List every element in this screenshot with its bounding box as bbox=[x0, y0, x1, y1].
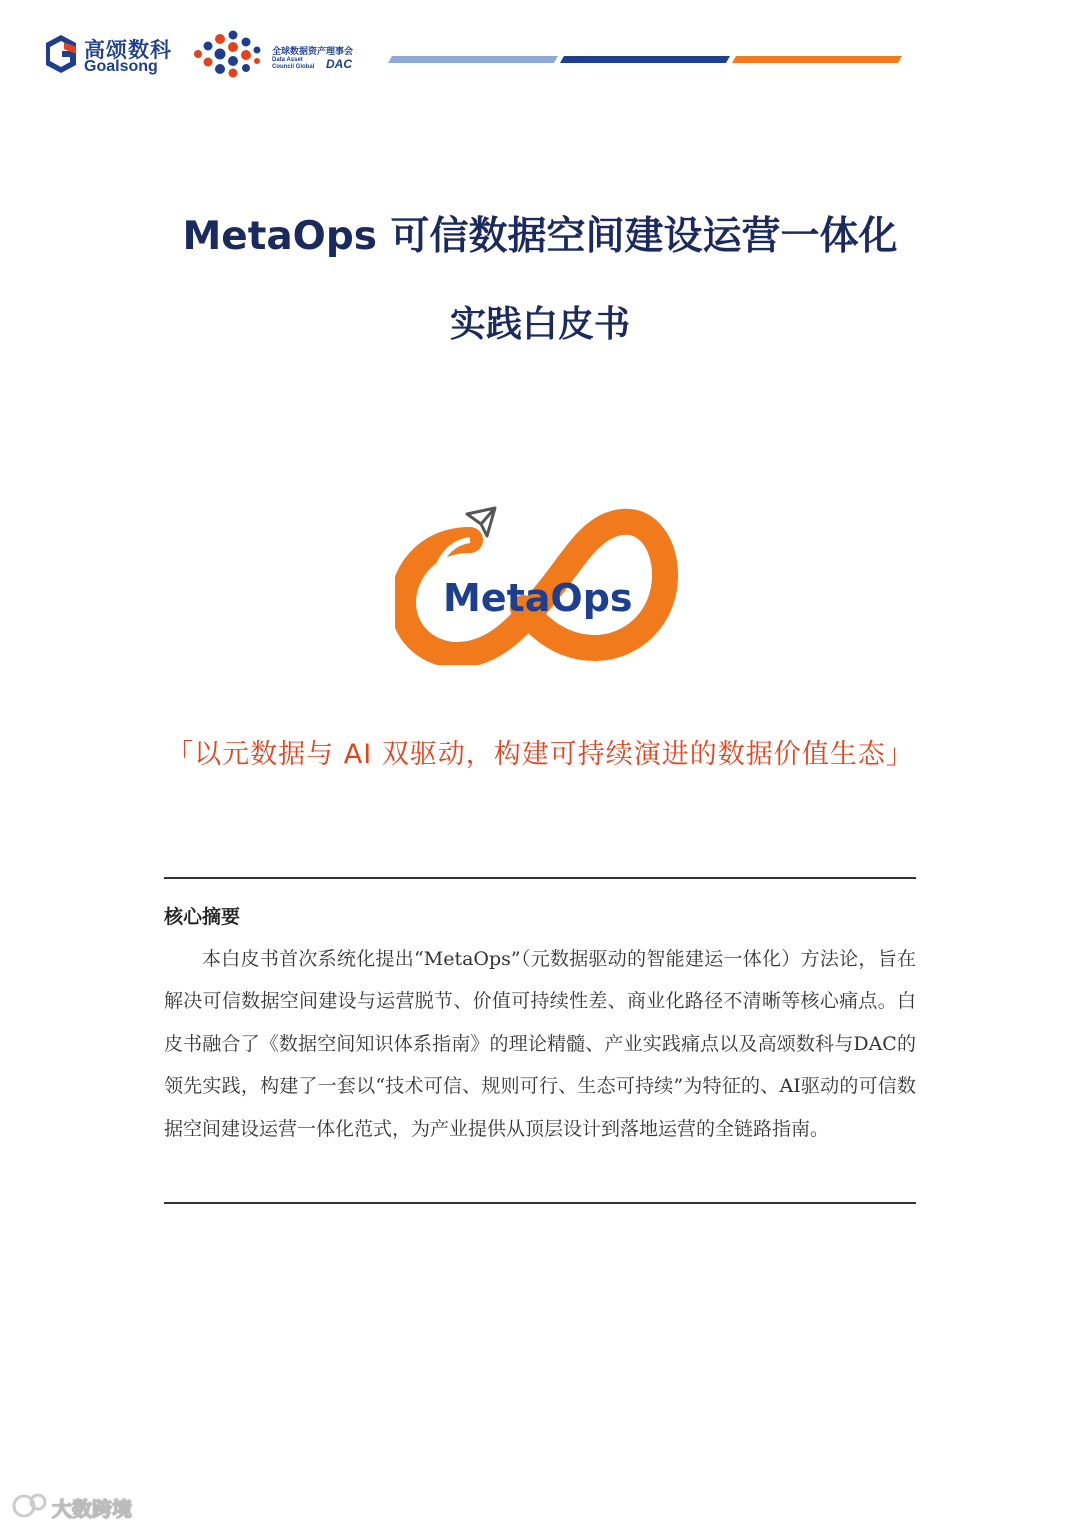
metaops-logo-text: MetaOps bbox=[443, 576, 633, 620]
abstract-body: 本白皮书首次系统化提出“MetaOps”（元数据驱动的智能建运一体化）方法论，旨在解决可信数据空间建设与运营脱节、价值可持续性差、商业化路径不清晰等核心痛点。白皮书融合了《数据空间知识体系指南》的理论精髓、产业实践痛点以及高颂数科与DAC的领先实践，构建了一套以“技术可信、规则可行、生态可持续”为特征的、AI驱动的可信数据空间建设运营一体化范式，为产业提供从顶层设计到落地运营的全链路指南。 bbox=[164, 948, 916, 1140]
header-stripe-orange bbox=[732, 56, 902, 63]
header-stripe-navy bbox=[560, 56, 730, 63]
dac-name-cn: 全球数据资产理事会 bbox=[272, 47, 354, 57]
metaops-logo bbox=[395, 480, 685, 665]
goalsong-name-cn: 高颂数科 bbox=[84, 38, 172, 62]
document-subtitle: 实践白皮书 bbox=[449, 304, 630, 345]
abstract-bottom-rule bbox=[164, 1202, 916, 1204]
slogan: 「以元数据与 AI 双驱动，构建可持续演进的数据价值生态」 bbox=[166, 739, 914, 770]
document-title: MetaOps 可信数据空间建设运营一体化 bbox=[182, 214, 898, 259]
dac-name-en-line2: Council Global bbox=[272, 64, 315, 70]
goalsong-logo-icon bbox=[44, 33, 78, 75]
abstract-heading: 核心摘要 bbox=[164, 906, 241, 928]
dac-name-en-line1: Data Asset bbox=[272, 57, 303, 63]
goalsong-name-en: Goalsong bbox=[84, 58, 158, 75]
header-stripe-light-blue bbox=[388, 56, 558, 63]
abstract-top-rule bbox=[164, 877, 916, 879]
dac-logo-icon bbox=[193, 30, 267, 78]
dac-abbreviation: DAC bbox=[326, 57, 352, 71]
page-header bbox=[0, 0, 1080, 100]
watermark-text: 大数跨境 bbox=[52, 1497, 132, 1521]
